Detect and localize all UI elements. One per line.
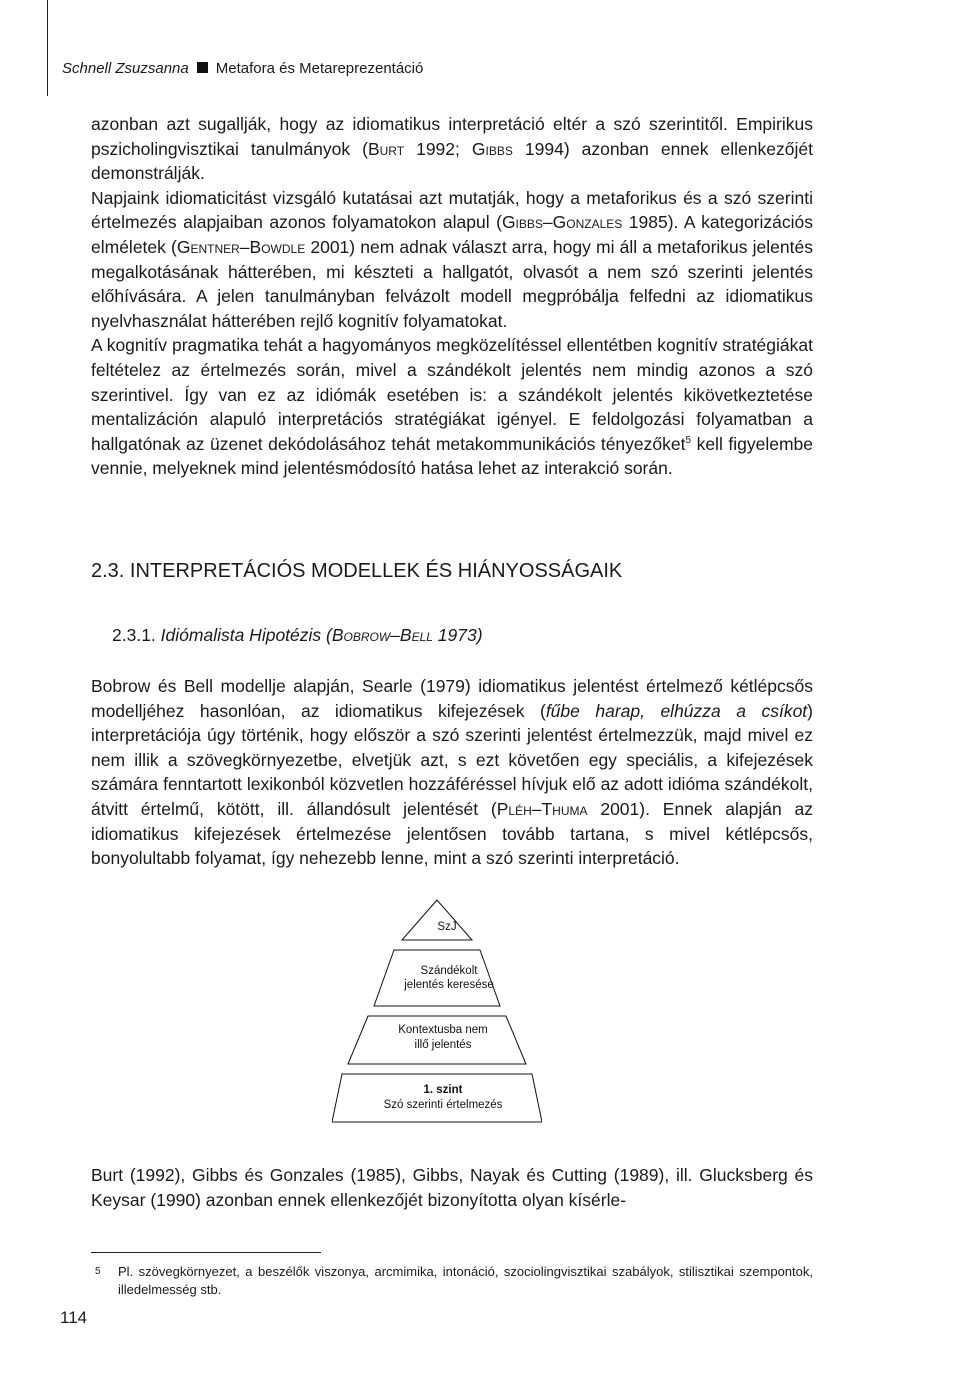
pyramid-level-3 <box>374 950 500 1006</box>
diagram-level2-line1: Kontextusba nem <box>398 1024 488 1036</box>
diagram-level1-line1: 1. szint <box>423 1084 463 1096</box>
section-heading: 2.3. INTERPRETÁCIÓS MODELLEK ÉS HIÁNYOSSÁGAIK <box>91 560 623 582</box>
diagram-level3-line1: Szándékolt <box>420 965 478 977</box>
body-text-top <box>91 112 813 481</box>
subsection-heading: 2.3.1. Idiómalista Hipotézis (Bobrow–Bell 1973) <box>112 625 483 645</box>
diagram-level1-line2: Szó szerinti értelmezés <box>383 1099 503 1111</box>
footnote-rule <box>91 1252 321 1253</box>
footnote-text: Pl. szövegkörnyezet, a beszélők viszonya, arcmimika, intonáció, szociolingvisztikai szabályok, stilisztikai szempontok, illedelmesség stb. <box>118 1264 813 1297</box>
footnote-mark: 5 <box>95 1266 101 1277</box>
paragraph-3: A kognitív pragmatika tehát a hagyományos megközelítéssel ellentétben kognitív stratégiákat feltételez az értelmezés során, mivel a szándékolt jelentés nem mindig azonos a szó szerintivel. Így van ez az idiómák esetében is: a szándékolt jelentés kikövetkeztetése mentalizáción alapuló interpretációs stratégiákat igényel. E feldolgozási folyamatban a hallgatónak az üzenet dekódolásához tehát metakommunikációs tényezőket$^5$ kell figyelembe vennie, melyeknek mind jelentésmódosító hatása lehet az interakció során. <box>91 335 813 479</box>
header-author: Schnell Zsuzsanna <box>62 60 189 77</box>
running-head <box>62 60 423 77</box>
pyramid-diagram <box>332 896 542 1126</box>
diagram-top-label: SzJ <box>437 921 457 933</box>
header-rule <box>47 0 48 96</box>
header-title: Metafora és Metareprezentáció <box>215 60 424 77</box>
pyramid-level-1 <box>332 1074 542 1122</box>
square-bullet-icon <box>197 62 208 73</box>
page-number: 114 <box>60 1308 88 1327</box>
paragraph-5: Burt (1992), Gibbs és Gonzales (1985), Gibbs, Nayak és Cutting (1989), ill. Glucksberg és Keysar (1990) azonban ennek ellenkezőjét bizonyította olyan kísérle- <box>91 1165 813 1210</box>
pyramid-level-4 <box>402 900 472 940</box>
body-text-bottom <box>91 1163 813 1212</box>
body-text-middle <box>91 674 813 871</box>
diagram-level3-line2: jelentés keresése <box>404 979 494 991</box>
paragraph-2: Napjaink idiomaticitást vizsgáló kutatásai azt mutatják, hogy a metaforikus és a szó szerinti értelmezés alapjaiban azonos folyamatokon alapul (Gibbs–Gonzales 1985). A kategorizációs elméletek (Gentner–Bowdle 2001) nem adnak választ arra, hogy mi áll a metaforikus jelentés megalkotásának hátterében, mi készteti a hallgatót, olvasót a nem szó szerinti jelentés előhívására. A jelen tanulmányban felvázolt modell megpróbálja felfedni az idiomatikus nyelvhasználat hátterében rejlő kognitív folyamatokat. <box>91 187 813 331</box>
diagram-level2-line2: illő jelentés <box>414 1039 472 1051</box>
footnote <box>91 1263 813 1299</box>
paragraph-1: azonban azt sugallják, hogy az idiomatikus interpretáció eltér a szó szerintitől. Empirikus pszicholingvisztikai tanulmányok (Burt 1992; Gibbs 1994) azonban ennek ellenkezőjét demonstrálják. <box>91 114 813 184</box>
paragraph-4: Bobrow és Bell modellje alapján, Searle (1979) idiomatikus jelentést értelmező kétlépcsős modelljéhez hasonlóan, az idiomatikus kifejezések (fűbe harap, elhúzza a csíkot) interpretációja úgy történik, hogy először a szó szerinti jelentést értelmezzük, majd mivel ez nem illik a szövegkörnyezetbe, elvetjük azt, s ezt követően egy speciális, a kifejezések számára fenntartott lexikonból közvetlen hozzáféréssel hívjuk elő az adott idióma szándékolt, átvitt értelmű, kötött, ill. állandósult jelentését (Pléh–Thuma 2001). Ennek alapján az idiomatikus kifejezések értelmezése jelentősen tovább tartana, s mivel kétlépcsős, bonyolultabb folyamat, így nehezebb lenne, mint a szó szerinti interpretáció. <box>91 676 813 869</box>
